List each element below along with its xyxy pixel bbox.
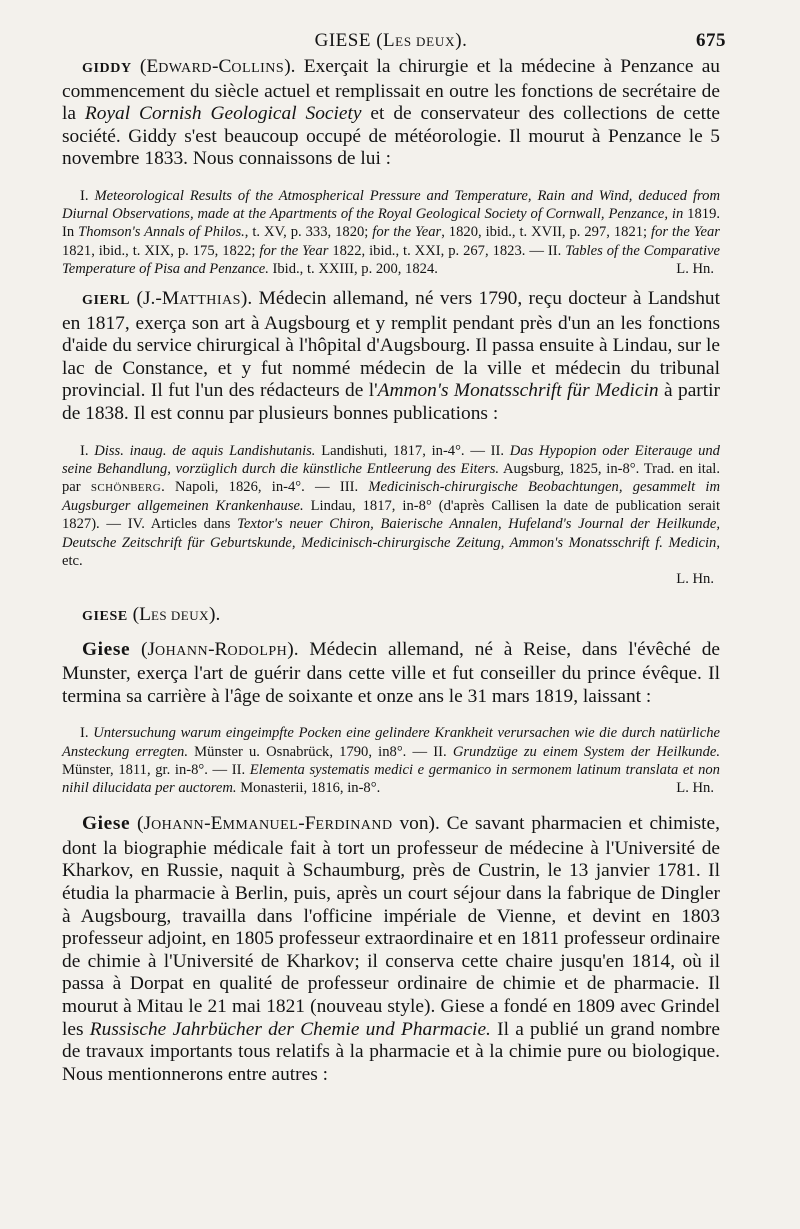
biblio-text: Landishuti, 1817, in-4°. — II. bbox=[315, 442, 510, 459]
biblio-text: I. bbox=[80, 187, 95, 204]
entry-name-smallcaps: MMANUEL bbox=[222, 818, 299, 834]
entry-name-smallcaps: ODOLPH bbox=[227, 643, 288, 659]
entry-gierl bbox=[62, 288, 720, 426]
biblio-title: Medicinisch-chirurgische Beobachtungen, gesammelt im Augsburger allgemeinen Krankenhause. bbox=[62, 478, 720, 515]
entry-text: Ce savant pharmacien et chimiste, dont la biographie médicale fait à tort un professeur de médecine à l'Université de Kharkov, en Russie, naquit à Schaumburg, près de Custrin, le 13 janvier 1781. Il étudia la pharmacie à Berlin, puis, après un court séjour dans la fabrique de Dingler à Augsbourg, travailla dans l'officine impériale de Vienne, et devint en 1803 professeur adjoint, en 1805 professeur extraordinaire et en 1811 professeur ordinaire de chimie à l'Université de Kharkov; il conserva cette chaire jusqu'en 1814, où il passa à Dorpat en qualité de professeur ordinaire de chimie et de pharmacie. Il mourut à Mitau le 21 mai 1821 (nouveau style). Giese a fondé en 1809 avec Grindel les bbox=[62, 813, 720, 1040]
entry-name-smallcaps: DWARD bbox=[158, 61, 213, 76]
biblio-title: for the Year bbox=[259, 242, 329, 259]
author-signature: L. Hn. bbox=[676, 260, 714, 277]
biblio-title: Elementa systematis medici e germanico in sermonem latinum translata et non nihil dilucidata per auctorem. bbox=[62, 761, 720, 796]
biblio-text: 1821, ibid., t. XIX, p. 175, 1822; bbox=[62, 242, 260, 259]
entry-name-part: -R bbox=[208, 638, 228, 660]
entry-giese-johann-emmanuel-ferdinand bbox=[62, 813, 720, 1086]
biblio-text: Münster u. Osnabrück, 1790, in8°. — II. bbox=[188, 743, 453, 760]
section-name-part: ). bbox=[209, 603, 221, 625]
entry-text: Médecin allemand, né à Reise, dans l'évêché de Munster, exerça l'art de guérir dans cette ville et fut conseiller du prince évêque. Il termina sa carrière à l'âge de soixante et onze ans le 31 mars 1819, laissant : bbox=[62, 638, 720, 707]
entry-text-italic: Royal Cornish Geological Society bbox=[84, 103, 362, 125]
biblio-text: Augsburg, 1825, in-8°. Trad. en ital. par bbox=[62, 460, 720, 495]
biblio-text: , etc. bbox=[62, 534, 720, 569]
entry-text-italic: Ammon's Monatsschrift für Medicin bbox=[377, 380, 659, 402]
biblio-title: Untersuchung warum eingeimpfte Pocken eine gelindere Krankheit verursachen wie die durch natürliche Ansteckung erregten. bbox=[62, 725, 720, 760]
author-signature: L. Hn. bbox=[676, 780, 714, 797]
running-title-smallcaps: ES DEUX bbox=[395, 34, 456, 49]
biblio-title: Diss. inaug. de aquis Landishutanis. bbox=[94, 442, 316, 459]
page-number: 675 bbox=[696, 30, 726, 51]
entry-giese-johann-rudolph bbox=[62, 639, 720, 709]
entry-text: à partir de 1838. Il est connu par plusieurs bonnes publications : bbox=[62, 380, 720, 424]
entry-name-smallcaps: OHANN bbox=[155, 643, 209, 659]
biblio-text: SCHÖNBERG bbox=[90, 481, 162, 494]
entry-name-part: ). bbox=[284, 56, 296, 77]
entry-giddy bbox=[62, 56, 720, 171]
biblio-title: Grundzüge zu einem System der Heilkunde. bbox=[452, 743, 721, 760]
entry-name-part: (J bbox=[130, 638, 156, 660]
running-title bbox=[62, 30, 720, 52]
biblio-title: for the Year bbox=[372, 224, 442, 241]
biblio-text: Lindau, 1817, in-8° (d'après Callisen la date de publication serait 1827). — IV. Articles dans bbox=[62, 498, 720, 533]
biblio-title: Thomson's Annals of Philos. bbox=[78, 224, 245, 241]
running-title-end: ). bbox=[455, 30, 468, 51]
entry-name-part: (E bbox=[131, 56, 159, 77]
entry-name-part: -E bbox=[204, 813, 223, 835]
biblio-text: Ibid., t. XXIII, p. 200, 1824. bbox=[268, 260, 438, 277]
biblio-text: Münster, 1811, gr. in-8°. — II. bbox=[62, 761, 250, 778]
biblio-title: Meteorological Results of the Atmospherical Pressure and Temperature, Rain and Wind, deduced from Diurnal Observations, made at the Apartments of the Royal Geological Society of Cornwall, Penzance, in bbox=[62, 187, 720, 223]
section-name-part: (L bbox=[127, 603, 151, 625]
section-name-smallcaps: ES DEUX bbox=[150, 607, 209, 623]
biblio-title: for the Year bbox=[651, 224, 720, 241]
biblio-text: 1819. In bbox=[62, 206, 721, 241]
entry-headword: GIERL bbox=[82, 292, 131, 308]
biblio-text: , 1820, ibid., t. XVII, p. 297, 1821; bbox=[441, 224, 652, 241]
biblio-title: Das Hypopion oder Eiterauge und seine Behandlung, vorzüglich durch die künstliche Entleerung des Eiters. bbox=[62, 442, 720, 477]
entry-name-part: von). bbox=[392, 813, 440, 835]
biblio-text: . Napoli, 1826, in-4°. — III. bbox=[161, 478, 369, 495]
entry-headword: GIDDY bbox=[82, 61, 132, 76]
entry-text: et de conservateur des collections de cette société. Giddy s'est beaucoup occupé de météorologie. Il mourut à Penzance le 5 novembre 1833. Nous connaissons de lui : bbox=[62, 103, 720, 170]
running-title-main: GIESE (L bbox=[314, 30, 396, 51]
section-headword: GIESE bbox=[82, 608, 128, 624]
entry-text: Il a publié un grand nombre de travaux importants tous relatifs à la pharmacie et à la chimie pure ou biologique. Nous mentionnerons entre autres : bbox=[62, 1018, 720, 1085]
biblio-text: 1822, ibid., t. XXI, p. 267, 1823. — II. bbox=[328, 242, 566, 259]
biblio-title: Textor's neuer Chiron, Baierische Annalen, Hufeland's Journal der Heilkunde, Deutsche Zeitschrift für Geburtskunde, Medicinisch-chirurgische Zeitung, Ammon's Monatsschrift f. Medicin bbox=[62, 516, 720, 551]
biblio-title: Tables of the Comparative Temperature of Pisa and Penzance. bbox=[62, 242, 720, 277]
entry-name-part: -F bbox=[298, 813, 316, 835]
biblio-text: I. bbox=[80, 725, 94, 742]
entry-name-part: -C bbox=[212, 56, 232, 77]
entry-name-part: ). bbox=[240, 287, 253, 309]
entry-text: Médecin allemand, né vers 1790, reçu docteur à Landshut en 1817, exerça son art à Augsbourg et y remplit pendant près d'un an les fonctions d'aide du service chirurgical à l'hôpital d'Augsbourg. Il passa ensuite à Lindau, sur le lac de Constance, et y fut nommé médecin de la ville et médecin du tribunal provincial. Il fut l'un des rédacteurs de l' bbox=[62, 287, 720, 402]
entry-name-part: ). bbox=[287, 638, 299, 660]
entry-name-smallcaps: ERDINAND bbox=[315, 818, 393, 834]
entry-name-part: (J bbox=[130, 813, 152, 835]
entry-headword: Giese bbox=[82, 638, 131, 660]
entry-name-smallcaps: OHANN bbox=[151, 818, 205, 834]
section-heading-giese bbox=[62, 604, 720, 629]
entry-name-smallcaps: OLLINS bbox=[231, 61, 285, 76]
biblio-text: Monasterii, 1816, in-8°. bbox=[236, 779, 381, 796]
entry-name-smallcaps: ATTHIAS bbox=[179, 292, 241, 308]
biblio-text: , t. XV, p. 333, 1820; bbox=[244, 224, 373, 241]
entry-text-italic: Russische Jahrbücher der Chemie und Pharmacie. bbox=[89, 1018, 491, 1040]
author-signature: L. Hn. bbox=[676, 570, 714, 587]
entry-text: Exerçait la chirurgie et la médecine à Penzance au commencement du siècle actuel et remplissait en outre les fonctions de secrétaire de la bbox=[62, 56, 720, 125]
bibliography-gierl bbox=[62, 442, 720, 570]
entry-headword: Giese bbox=[82, 813, 131, 835]
biblio-text: I. bbox=[80, 442, 95, 459]
running-head bbox=[62, 28, 726, 56]
entry-name-part: (J.-M bbox=[130, 287, 180, 309]
